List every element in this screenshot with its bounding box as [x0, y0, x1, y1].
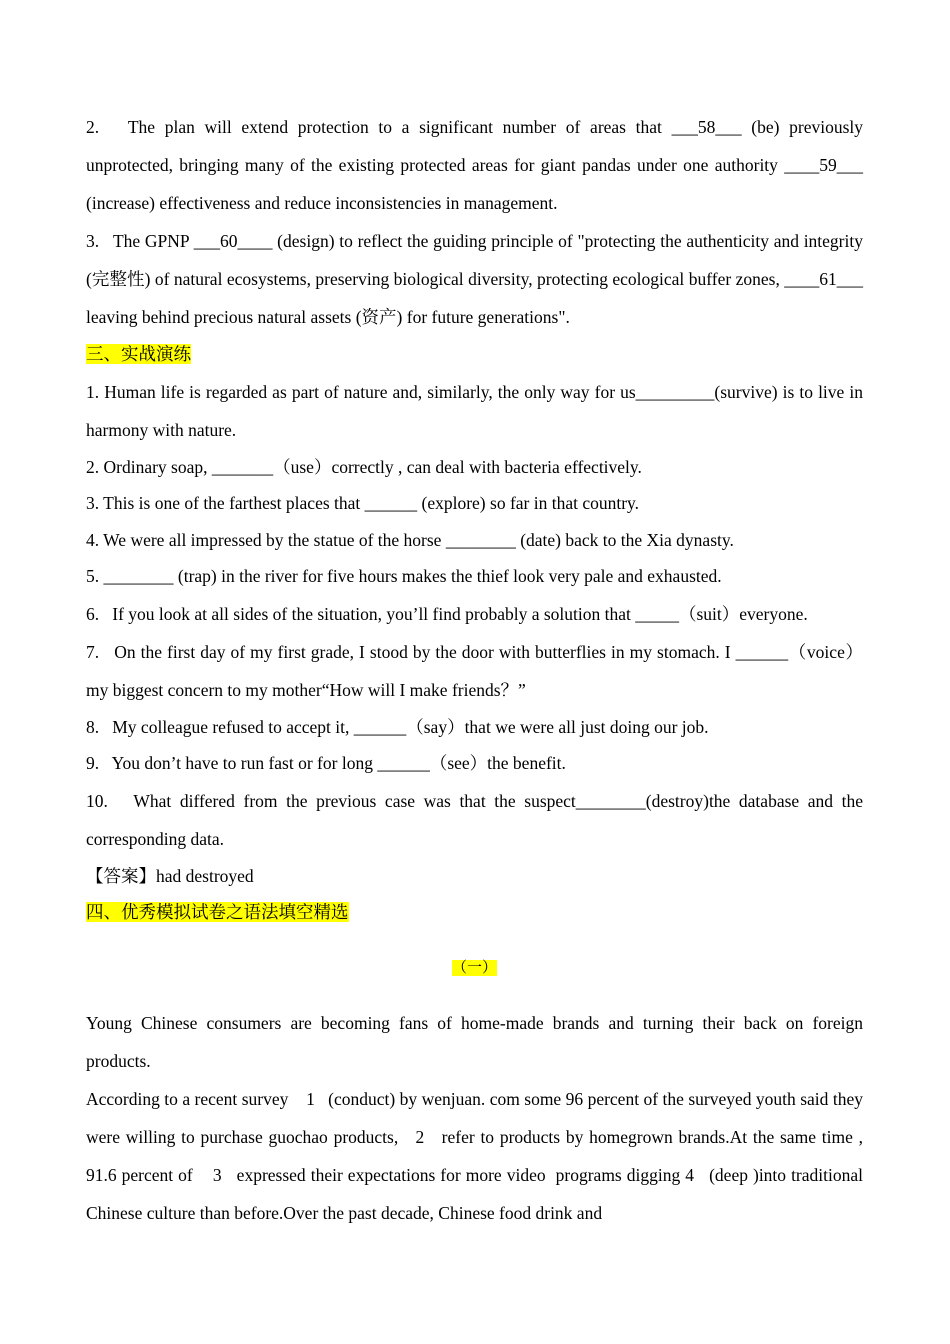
question-10: 10. What differed from the previous case was that the suspect________(destroy)the database and the corresponding data.: [86, 790, 863, 849]
subheading-one: [86, 948, 863, 987]
answer-line: 【答案】had destroyed: [86, 865, 254, 886]
subheading-highlight: （一）: [451, 960, 497, 976]
question-4: 4. We were all impressed by the statue of the horse ________ (date) back to the Xia dynasty.: [86, 529, 734, 550]
question-7: 7. On the first day of my first grade, I stood by the door with butterflies in my stomach. I ______（voice）my biggest concern to my mother“How will I make friends？”: [86, 641, 863, 700]
question-3: 3. This is one of the farthest places that ______ (explore) so far in that country.: [86, 493, 640, 513]
question-6: 6. If you look at all sides of the situation, you’ll find probably a solution that _____（suit）everyone.: [86, 603, 808, 624]
heading-highlight: 三、实战演练: [86, 344, 191, 364]
section-heading-mock-exams: [86, 894, 863, 931]
question-9: 9. You don’t have to run fast or for long ______（see）the benefit.: [86, 753, 566, 773]
passage-paragraph-2: According to a recent survey 1 (conduct) by wenjuan. com some 96 percent of the surveyed youth said they were willing to purchase guochao products, 2 refer to products by homegrown brands.At the same time , 91.6 percent of 3 expressed their expectations for more video programs digging 4 (deep )into traditional Chinese culture than before.Over the past decade, Chinese food drink and: [86, 1089, 863, 1223]
question-8: 8. My colleague refused to accept it, ______（say）that we were all just doing our job.: [86, 716, 709, 737]
item-3: 3. The GPNP ___60____ (design) to reflect the guiding principle of "protecting the authenticity and integrity (完整性) of natural ecosystems, preserving biological diversity, protecting ecological buffer zones, ____61___ leaving behind precious natural assets (资产) for future generations".: [86, 231, 863, 327]
passage-paragraph-1: Young Chinese consumers are becoming fans of home-made brands and turning their back on foreign products.: [86, 1013, 863, 1071]
item-2: 2. The plan will extend protection to a significant number of areas that ___58___ (be) previously unprotected, bringing many of the existing protected areas for giant pandas under one authority ____59___ (increase) effectiveness and reduce inconsistencies in management.: [86, 117, 863, 213]
question-2: 2. Ordinary soap, _______（use）correctly , can deal with bacteria effectively.: [86, 456, 642, 477]
question-5: 5. ________ (trap) in the river for five hours makes the thief look very pale and exhausted.: [86, 566, 722, 586]
section-heading-practice: [86, 336, 863, 373]
heading-highlight: 四、优秀模拟试卷之语法填空精选: [86, 902, 349, 922]
question-1: 1. Human life is regarded as part of nature and, similarly, the only way for us_________(survive) is to live in harmony with nature.: [86, 381, 863, 440]
document-page: [86, 108, 863, 1232]
